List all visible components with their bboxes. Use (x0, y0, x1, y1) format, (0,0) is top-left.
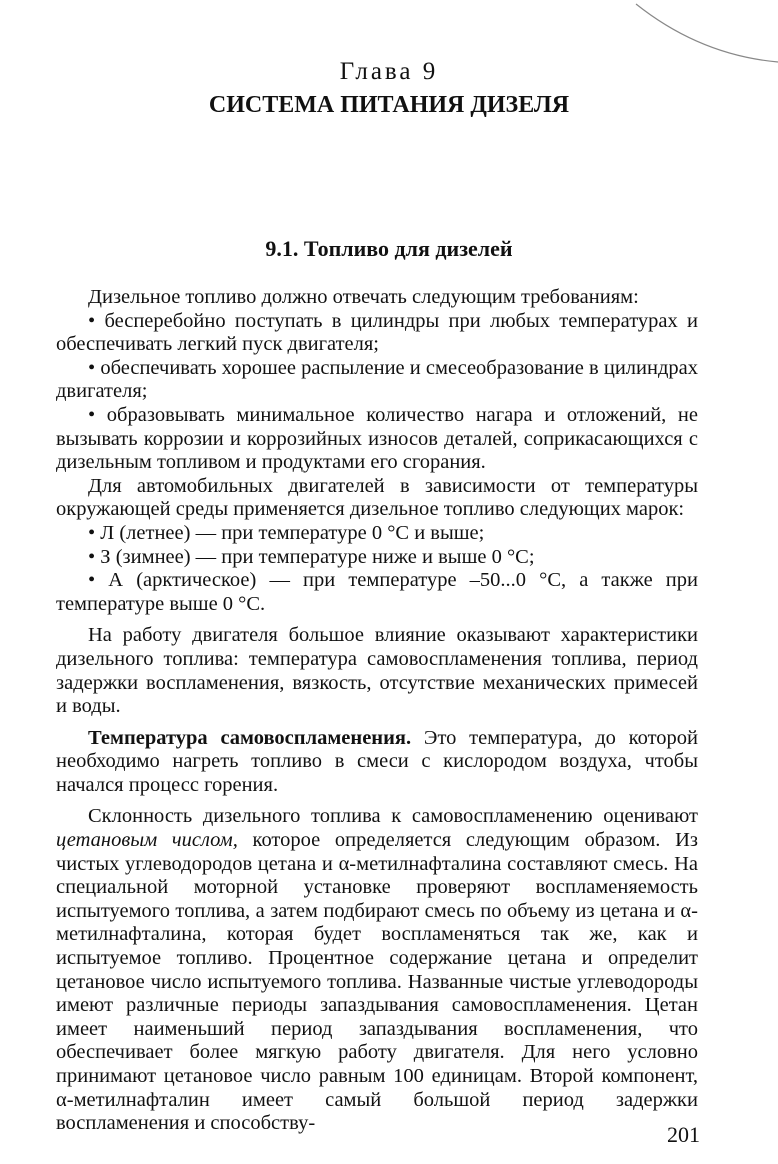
paragraph-cetane (56, 805, 698, 1135)
section-title: 9.1. Топливо для дизелей (265, 236, 513, 261)
chapter-label: Глава 9 (339, 58, 439, 85)
list-item: • А (арктическое) — при температуре –50...0 °С, а также при температуре выше 0 °С. (56, 569, 698, 615)
paragraph-autoignition (56, 727, 698, 798)
page-number: 201 (667, 1122, 700, 1147)
list-item: • образовывать минимальное количество нагара и отложений, не вызывать коррозии и коррозийных износов деталей, соприкасающихся с дизельным топливом и продуктами его сгорания. (56, 403, 698, 474)
paragraph-text: Это температура, до которой необходимо нагреть топливо в смеси с кислородом воздуха, чтобы начался процесс горения. (56, 726, 698, 796)
list-item: • З (зимнее) — при температуре ниже и выше 0 °С; (88, 545, 535, 568)
paragraph-text: которое определяется следующим образом. Из чистых углеводородов цетана и α-метилнафталина составляют смесь. На специальной моторной установке проверяют воспламеняемость испытуемого топлива, а затем подбирают смесь по объему из цетана и α-метилнафталина, которая будет воспламеняться так же, как и испытуемое топливо. Процентное содержание цетана и определит цетановое число испытуемого топлива. Названные чистые углеводороды имеют различные периоды запаздывания самовоспламенения. Цетан имеет наименьший период запаздывания воспламенения, что обеспечивает более мягкую работу двигателя. Для него условно принимают цетановое число равным 100 единицам. Второй компонент, α-метилнафталин имеет самый большой период задержки воспламенения и способству- (56, 829, 698, 1135)
term-italic: цетановым числом, (56, 829, 238, 852)
list-item: • Л (летнее) — при температуре 0 °С и выше; (88, 521, 485, 544)
paragraph: На работу двигателя большое влияние оказывают характеристики дизельного топлива: температура самовоспламенения топлива, период задержки воспламенения, вязкость, отсутствие механических примесей и воды. (56, 624, 698, 718)
paragraph-intro: Дизельное топливо должно отвечать следующим требованиям: (88, 286, 639, 308)
paragraph: Для автомобильных двигателей в зависимости от температуры окружающей среды применяется дизельное топливо следующих марок: (56, 474, 698, 521)
list-item: • бесперебойно поступать в цилиндры при любых температурах и обеспечивать легкий пуск двигателя; (56, 309, 698, 356)
body-text (56, 286, 698, 1136)
chapter-title: СИСТЕМА ПИТАНИЯ ДИЗЕЛЯ (208, 92, 570, 118)
list-item: • обеспечивать хорошее распыление и смесеобразование в цилиндрах двигателя; (56, 356, 698, 403)
paragraph-text: Склонность дизельного топлива к самовоспламенению оценивают (88, 805, 698, 828)
term-bold: Температура самовоспламенения. (88, 726, 412, 749)
